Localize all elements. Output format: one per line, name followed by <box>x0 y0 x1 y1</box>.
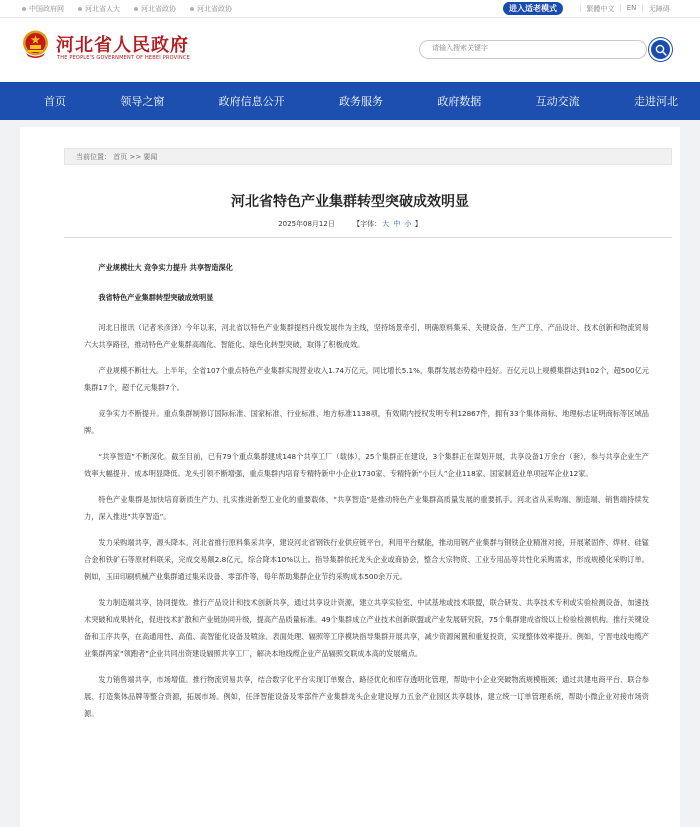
bullet-icon <box>78 7 82 11</box>
search-input[interactable] <box>432 44 642 52</box>
article-paragraph: “共享智造”不断深化。截至目前，已有79个重点集群建成148个共享工厂（载体），25个集群正在建设，3个集群正在谋划开展，共享设备1万余台（套），参与共享企业生产效率大幅提升、成本明显降低。龙头引领不断增强，重点集群内培育专精特新中小企业1730家、专精特新“小巨人”企业118家、国家制造业单项冠军企业12家。 <box>84 452 649 478</box>
nav-info-disclosure[interactable]: 政府信息公开 <box>218 95 285 108</box>
search-button[interactable] <box>649 38 672 61</box>
nav-leaders[interactable]: 领导之窗 <box>120 95 165 108</box>
traditional-chinese-link[interactable]: 繁體中文 <box>586 5 615 13</box>
font-large-button[interactable]: 大 <box>382 220 390 228</box>
top-utility-bar <box>0 0 700 18</box>
publish-date: 2025年08月12日 <box>278 220 335 228</box>
article-subheading: 我省特色产业集群转型突破成效明显 <box>98 293 214 302</box>
font-small-button[interactable]: 小 <box>404 220 412 228</box>
external-link[interactable]: 河北省政协 <box>134 4 176 14</box>
article-paragraph: 竞争实力不断提升。重点集群制修订国际标准、国家标准、行业标准、地方标准1138项，有效期内授权发明专利12867件，拥有33个集体商标、地理标志证明商标等区域品牌。 <box>84 409 649 435</box>
english-link[interactable]: EN <box>626 4 637 12</box>
article-paragraph: 特色产业集群是加快培育新质生产力、扎实推进新型工业化的重要载体，“共享智造”是推动特色产业集群高质量发展的重要抓手。河北省从采购端、制造端、销售端持续发力，深入推进“共享智造”。 <box>84 495 649 521</box>
external-link[interactable]: 河北省政协 <box>190 4 232 14</box>
article-card <box>20 127 680 827</box>
national-emblem-icon[interactable] <box>22 29 49 59</box>
search-icon <box>655 44 667 56</box>
external-link[interactable]: 河北省人大 <box>78 4 120 14</box>
nav-gov-data[interactable]: 政府数据 <box>437 95 482 108</box>
article-subheading: 产业规模壮大 竞争实力提升 共享智造深化 <box>98 263 233 272</box>
article-body <box>84 259 649 731</box>
bullet-icon <box>190 7 194 11</box>
nav-about-hebei[interactable]: 走进河北 <box>633 95 678 108</box>
title-divider <box>64 237 672 238</box>
article-paragraph: 河北日报讯（记者米彦泽）今年以来，河北省以特色产业集群提档升级发展作为主线，坚持场景牵引，明确原料集采、关键设备、生产工序、产品设计、技术创新和物流贸易六大共享路径，推动特色产业集群高端化、智能化、绿色化转型突破，取得了积极成效。 <box>84 323 649 349</box>
site-title[interactable]: 河北省人民政府 <box>56 35 189 56</box>
accessibility-link[interactable]: 无障碍 <box>648 5 670 13</box>
font-size-control <box>353 220 422 228</box>
main-nav <box>0 82 700 120</box>
font-size-close: 】 <box>414 220 422 228</box>
article-title: 河北省特色产业集群转型突破成效明显 <box>231 194 469 210</box>
nav-interaction[interactable]: 互动交流 <box>535 95 580 108</box>
article-paragraph: 发力销售端共享，市场增值。推行物流贸易共享，结合数字化平台实现订单聚合、路径优化和库存透明化管理，帮助中小企业突破物流规模瓶颈；通过共建电商平台、联合参展、打造集体品牌等整合资源，拓展市场。例如，任泽智能设备及零部件产业集群龙头企业建设厚力五金产业园区共享载体，建立统一订单管理系统，帮助小微企业对接市场资源。 <box>84 675 649 718</box>
language-links <box>579 4 670 14</box>
article-paragraph: 产业规模不断壮大。上半年，全省107个重点特色产业集群实现营业收入1.74万亿元，同比增长5.1%，集群发展态势稳中趋好。百亿元以上规模集群达到102个，超500亿元集群17个，超千亿元集群7个。 <box>84 366 649 392</box>
external-link[interactable]: 中国政府网 <box>22 4 64 14</box>
divider: | <box>641 4 644 12</box>
divider: | <box>579 4 582 12</box>
font-medium-button[interactable]: 中 <box>393 220 401 228</box>
nav-home[interactable]: 首页 <box>44 95 66 108</box>
nav-gov-services[interactable]: 政务服务 <box>338 95 383 108</box>
search-box <box>419 40 647 59</box>
breadcrumb[interactable]: 当前位置： 首页 >> 要闻 <box>64 148 672 165</box>
bullet-icon <box>22 7 26 11</box>
article-paragraph: 发力制造端共享，协同提效。推行产品设计和技术创新共享，通过共享设计资源，建立共享实验室、中试基地或技术联盟，联合研发、共享技术专利或实验检测设备，加速技术突破和成果转化，促进技术扩散和产业链协同升级，提高产品质量标准。49个集群成立产业技术创新联盟或产业发展研究院，75个集群建成省级以上检验检测机构。推行关键设备和工序共享，在高通用性、高值、高智能化设备及喷涂、表面处理、辐照等工序模块指导集群开展共享，减少资源闲置和重复投资，实现整体效率提升。例如，宁晋电线电缆产业集群两家“领跑者”企业共同出资建设辐照共享工厂，解决本地线缆企业产品辐照交联成本高的发展痛点。 <box>84 598 649 658</box>
external-links <box>22 4 232 14</box>
article-meta <box>20 219 680 229</box>
site-header <box>0 18 700 82</box>
font-size-label: 【字体： <box>353 220 382 228</box>
site-subtitle: THE PEOPLE'S GOVERNMENT OF HEBEI PROVINCE <box>57 55 190 61</box>
bullet-icon <box>134 7 138 11</box>
elder-mode-button[interactable]: 进入适老模式 <box>503 2 563 15</box>
article-paragraph: 发力采购端共享，源头降本。河北省推行原料集采共享，建设河北省钢铁行业供应链平台，利用平台赋能，推动用钢产业集群与钢铁企业精准对接，开展紧固件、焊材、硅锰合金和铁矿石等原材料联采，完成交易额2.8亿元，综合降本10%以上。指导集群依托龙头企业或商协会，整合大宗物资、工业专用品等共性化采购需求，形成规模化采购订单。例如，玉田印刷机械产业集群通过集采设备、零部件等，每年帮助集群企业节约采购成本500余万元。 <box>84 538 649 581</box>
divider: | <box>619 4 622 12</box>
